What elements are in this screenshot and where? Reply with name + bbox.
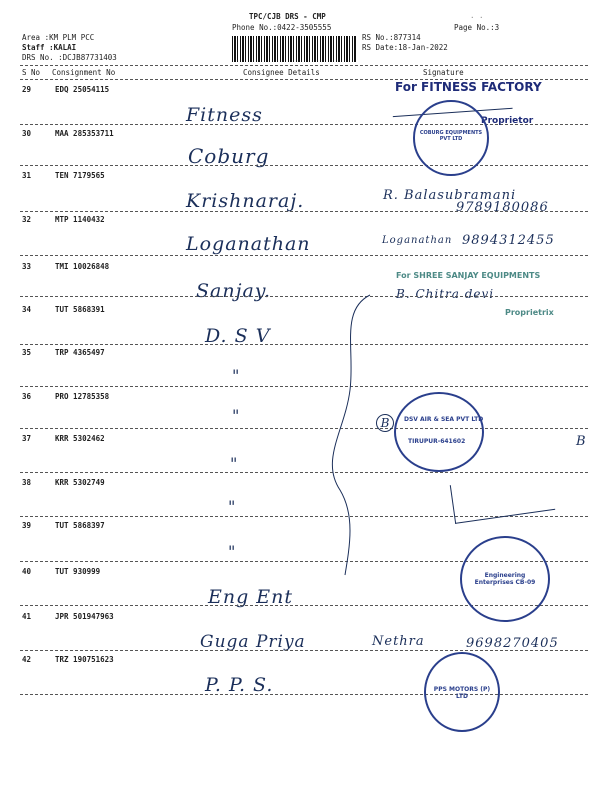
row-consignment: TRP 4365497 — [55, 348, 105, 357]
phone-41: 9698270405 — [466, 636, 559, 651]
row-consignment: TUT 5868391 — [55, 305, 105, 314]
signature-41: Nethra — [372, 634, 425, 649]
row-consignment: PRO 12785358 — [55, 392, 110, 401]
row-sno: 34 — [22, 305, 32, 314]
row-sno: 39 — [22, 521, 32, 530]
row-consignment: MAA 285353711 — [55, 129, 114, 138]
row-consignment: MTP 1140432 — [55, 215, 105, 224]
row-consignment: TRZ 190751623 — [55, 655, 114, 664]
drs-number: DRS No. :DCJB87731403 — [22, 53, 117, 62]
row-sno: 37 — [22, 434, 32, 443]
sanjay-stamp-title: For SHREE SANJAY EQUIPMENTS — [396, 271, 541, 280]
signature-33: B. Chitra devi — [396, 287, 495, 301]
row-consignment: KRR 5302749 — [55, 478, 105, 487]
row-consignee: " — [230, 454, 239, 473]
pps-stamp-text: PPS MOTORS (P) LTD — [433, 686, 491, 700]
row-sno: 31 — [22, 171, 32, 180]
row-divider — [20, 165, 588, 166]
phone-32: 9894312455 — [462, 233, 555, 248]
row-sno: 41 — [22, 612, 32, 621]
signature-32: Loganathan — [382, 235, 453, 246]
row-consignee: " — [228, 542, 237, 561]
pps-round-stamp — [424, 652, 500, 732]
row-consignee: " — [232, 406, 241, 425]
row-consignment: KRR 5302462 — [55, 434, 105, 443]
dsv-round-stamp — [394, 392, 484, 472]
drs-title: TPC/CJB DRS - CMP — [249, 12, 326, 21]
coburg-round-stamp — [413, 100, 489, 176]
row-divider — [20, 211, 588, 212]
row-consignee: Loganathan — [186, 233, 311, 255]
dsv-stamp-text: DSV AIR & SEA PVT LTD — [404, 416, 484, 423]
coburg-stamp-text: COBURG EQUIPMENTS PVT LTD — [419, 130, 483, 142]
row-divider — [20, 694, 588, 695]
sanjay-stamp-role: Proprietrix — [505, 308, 554, 317]
row-sno: 38 — [22, 478, 32, 487]
row-sno: 33 — [22, 262, 32, 271]
row-consignment: JPR 501947963 — [55, 612, 114, 621]
rs-number: RS No.:877314 — [362, 33, 421, 42]
eng-stamp-text: Engineering Enterprises CB-09 — [474, 572, 536, 586]
col-consignment: Consignment No — [52, 68, 116, 77]
page-number: Page No.:3 — [454, 23, 500, 32]
row-consignee: Coburg — [188, 144, 270, 168]
eng-round-stamp — [460, 536, 550, 622]
row-consignee: D. S V — [205, 325, 271, 347]
row-consignment: TUT 930999 — [55, 567, 101, 576]
rs-date: RS Date:18-Jan-2022 — [362, 43, 448, 52]
row-consignee: Eng Ent — [208, 586, 294, 608]
side-mark: B — [576, 434, 587, 449]
row-sno: 32 — [22, 215, 32, 224]
col-signature: Signature — [423, 68, 464, 77]
row-sno: 35 — [22, 348, 32, 357]
row-consignment: EDQ 25054115 — [55, 85, 110, 94]
row-consignment: TMI 10026848 — [55, 262, 110, 271]
row-sno: 40 — [22, 567, 32, 576]
mark-b-circle: B — [376, 414, 394, 432]
header-divider — [20, 65, 588, 66]
row-consignment: TEN 7179565 — [55, 171, 105, 180]
row-divider — [20, 650, 588, 651]
phone-number: Phone No.:0422-3505555 — [232, 23, 332, 32]
row-sno: 30 — [22, 129, 32, 138]
row-consignee: " — [228, 497, 237, 516]
phone-31: 9789180086 — [456, 200, 549, 215]
dsv-stamp-city: TIRUPUR-641602 — [408, 438, 466, 445]
col-consignee: Consignee Details — [243, 68, 320, 77]
col-sno: S No — [22, 68, 41, 77]
row-consignee: Sanjay. — [196, 280, 272, 302]
row-sno: 42 — [22, 655, 32, 664]
fitness-stamp-title: For FITNESS FACTORY — [395, 80, 542, 94]
corner-dots: · · — [470, 13, 484, 22]
row-sno: 29 — [22, 85, 32, 94]
barcode — [232, 36, 356, 62]
row-consignee: " — [232, 366, 241, 385]
row-consignee: Fitness — [186, 104, 263, 126]
row-consignee: Krishnaraj. — [186, 190, 305, 212]
staff-field: Staff :KALAI — [22, 43, 77, 52]
row-consignment: TUT 5868397 — [55, 521, 105, 530]
fitness-stamp-role: Proprietor — [481, 116, 534, 126]
row-sno: 36 — [22, 392, 32, 401]
row-consignee: Guga Priya — [200, 632, 306, 652]
signature-31: R. Balasubramani — [383, 188, 517, 203]
area-field: Area :KM PLM PCC — [22, 33, 95, 42]
row-divider — [20, 255, 588, 256]
row-consignee: P. P. S. — [205, 674, 274, 696]
